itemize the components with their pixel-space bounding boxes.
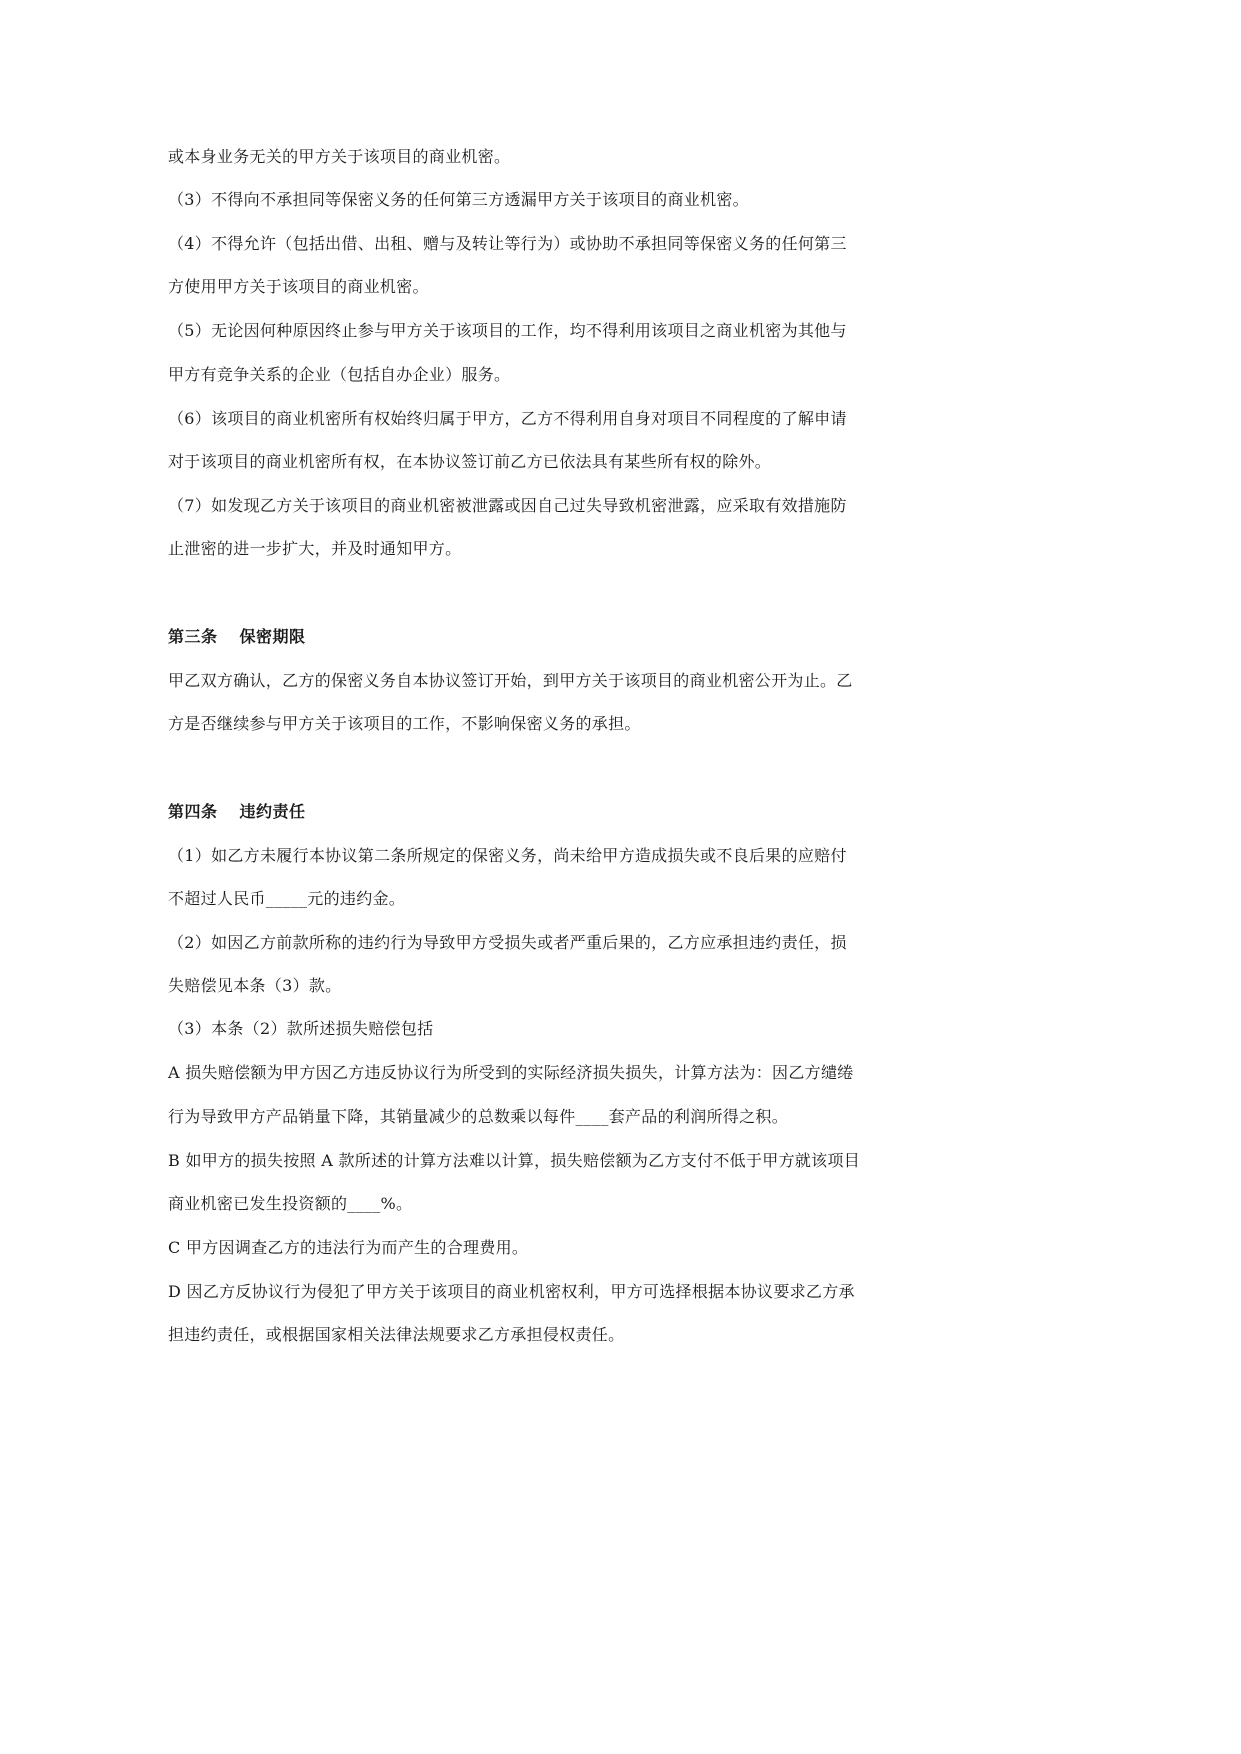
- paragraph-line: （3）本条（2）款所述损失赔偿包括: [168, 1019, 434, 1038]
- paragraph-line: 方使用甲方关于该项目的商业机密。: [168, 277, 429, 296]
- article-3-number: 第三条: [168, 627, 218, 646]
- paragraph-line: A 损失赔偿额为甲方因乙方违反协议行为所受到的实际经济损失损失，计算方法为：因乙方缱绻: [168, 1063, 854, 1082]
- paragraph-line: （2）如因乙方前款所称的违约行为导致甲方受损失或者严重后果的，乙方应承担违约责任，损: [168, 933, 847, 952]
- paragraph-line: 甲乙双方确认，乙方的保密义务自本协议签订开始，到甲方关于该项目的商业机密公开为止。乙: [168, 671, 853, 690]
- paragraph-line: 行为导致甲方产品销量下降，其销量减少的总数乘以每件____套产品的利润所得之积。: [168, 1107, 789, 1126]
- paragraph-line: 商业机密已发生投资额的____%。: [168, 1194, 413, 1213]
- paragraph-line: （3）不得向不承担同等保密义务的任何第三方透漏甲方关于该项目的商业机密。: [168, 190, 749, 209]
- article-3-title: 保密期限: [239, 627, 306, 646]
- paragraph-line: 止泄密的进一步扩大，并及时通知甲方。: [168, 539, 462, 558]
- paragraph-line: （5）无论因何种原因终止参与甲方关于该项目的工作，均不得利用该项目之商业机密为其他与: [168, 321, 847, 340]
- article-3-heading: [168, 626, 948, 648]
- paragraph-line: 担违约责任，或根据国家相关法律法规要求乙方承担侵权责任。: [168, 1325, 625, 1344]
- article-4-title: 违约责任: [239, 802, 306, 821]
- paragraph-line: 不超过人民币_____元的违约金。: [168, 889, 406, 908]
- paragraph-line: 失赔偿见本条（3）款。: [168, 976, 342, 995]
- paragraph-line: B 如甲方的损失按照 A 款所述的计算方法难以计算，损失赔偿额为乙方支付不低于甲方就该项目: [168, 1151, 861, 1170]
- paragraph-line: （6）该项目的商业机密所有权始终归属于甲方，乙方不得利用自身对项目不同程度的了解申请: [168, 409, 847, 428]
- paragraph-line: （1）如乙方未履行本协议第二条所规定的保密义务，尚未给甲方造成损失或不良后果的应赔付: [168, 846, 847, 865]
- paragraph-line: D 因乙方反协议行为侵犯了甲方关于该项目的商业机密权利，甲方可选择根据本协议要求乙方承: [168, 1282, 855, 1301]
- paragraph-line: （7）如发现乙方关于该项目的商业机密被泄露或因自己过失导致机密泄露，应采取有效措施防: [168, 496, 847, 515]
- article-4-number: 第四条: [168, 802, 218, 821]
- paragraph-line: 或本身业务无关的甲方关于该项目的商业机密。: [168, 147, 511, 166]
- paragraph-line: 方是否继续参与甲方关于该项目的工作，不影响保密义务的承担。: [168, 714, 641, 733]
- paragraph-line: （4）不得允许（包括出借、出租、赠与及转让等行为）或协助不承担同等保密义务的任何第三: [168, 234, 847, 253]
- paragraph-line: 甲方有竞争关系的企业（包括自办企业）服务。: [168, 365, 511, 384]
- paragraph-line: 对于该项目的商业机密所有权，在本协议签订前乙方已依法具有某些所有权的除外。: [168, 452, 772, 471]
- paragraph-line: C 甲方因调查乙方的违法行为而产生的合理费用。: [168, 1238, 529, 1257]
- article-4-heading: [168, 801, 948, 823]
